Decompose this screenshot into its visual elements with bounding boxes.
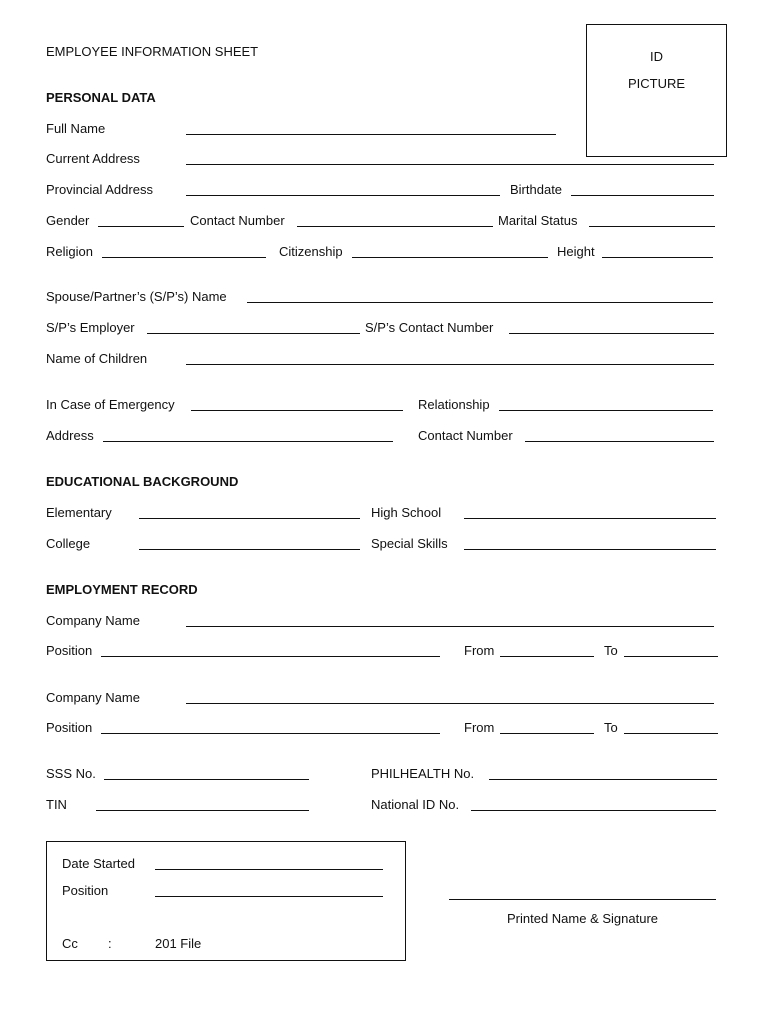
id-label: ID (650, 49, 663, 64)
company-name-label: Company Name (46, 690, 140, 705)
philhealth-label: PHILHEALTH No. (371, 766, 475, 781)
full-name-label: Full Name (46, 121, 106, 136)
company-name-field[interactable] (186, 703, 714, 704)
national-id-field[interactable] (471, 810, 716, 811)
company-name-field[interactable] (186, 626, 714, 627)
company-name-label: Company Name (46, 613, 140, 628)
special-skills-field[interactable] (464, 549, 716, 550)
children-label: Name of Children (46, 351, 148, 366)
cc-colon: : (108, 936, 112, 951)
citizenship-field[interactable] (352, 257, 548, 258)
employment-heading: EMPLOYMENT RECORD (46, 582, 198, 597)
from-field[interactable] (500, 656, 594, 657)
contact-number-label: Contact Number (190, 213, 285, 228)
high-school-field[interactable] (464, 518, 716, 519)
religion-label: Religion (46, 244, 93, 259)
spouse-name-field[interactable] (247, 302, 713, 303)
sp-contact-field[interactable] (509, 333, 714, 334)
personal-data-heading: PERSONAL DATA (46, 90, 156, 105)
education-heading: EDUCATIONAL BACKGROUND (46, 474, 239, 489)
from-field[interactable] (500, 733, 594, 734)
sp-employer-label: S/P’s Employer (46, 320, 135, 335)
gender-label: Gender (46, 213, 90, 228)
birthdate-field[interactable] (571, 195, 714, 196)
current-address-label: Current Address (46, 151, 140, 166)
id-picture-box (586, 24, 727, 157)
elementary-field[interactable] (139, 518, 360, 519)
cc-label: Cc (62, 936, 78, 951)
position-field[interactable] (101, 656, 440, 657)
emergency-contact-label: Contact Number (418, 428, 513, 443)
signature-line[interactable] (449, 899, 716, 900)
emergency-field[interactable] (191, 410, 403, 411)
from-label: From (464, 720, 495, 735)
picture-label: PICTURE (627, 76, 686, 91)
current-address-field[interactable] (186, 164, 714, 165)
page-title: EMPLOYEE INFORMATION SHEET (46, 44, 259, 59)
spouse-name-label: Spouse/Partner’s (S/P’s) Name (46, 289, 227, 304)
relationship-field[interactable] (499, 410, 713, 411)
marital-status-label: Marital Status (498, 213, 578, 228)
sss-label: SSS No. (46, 766, 96, 781)
provincial-address-field[interactable] (186, 195, 500, 196)
office-position-label: Position (62, 883, 109, 898)
sp-employer-field[interactable] (147, 333, 360, 334)
national-id-label: National ID No. (371, 797, 460, 812)
religion-field[interactable] (102, 257, 266, 258)
tin-field[interactable] (96, 810, 309, 811)
birthdate-label: Birthdate (510, 182, 563, 197)
emergency-label: In Case of Emergency (46, 397, 175, 412)
gender-field[interactable] (98, 226, 184, 227)
emergency-contact-field[interactable] (525, 441, 714, 442)
address-label: Address (46, 428, 94, 443)
special-skills-label: Special Skills (371, 536, 448, 551)
sp-contact-label: S/P’s Contact Number (365, 320, 494, 335)
marital-status-field[interactable] (589, 226, 715, 227)
full-name-field[interactable] (186, 134, 556, 135)
to-label: To (604, 720, 618, 735)
cc-value: 201 File (155, 936, 202, 951)
from-label: From (464, 643, 495, 658)
college-field[interactable] (139, 549, 360, 550)
position-label: Position (46, 643, 93, 658)
relationship-label: Relationship (418, 397, 490, 412)
contact-number-field[interactable] (297, 226, 493, 227)
position-field[interactable] (101, 733, 440, 734)
date-started-label: Date Started (62, 856, 135, 871)
date-started-field[interactable] (155, 869, 383, 870)
tin-label: TIN (46, 797, 67, 812)
height-label: Height (557, 244, 595, 259)
to-field[interactable] (624, 733, 718, 734)
elementary-label: Elementary (46, 505, 112, 520)
provincial-address-label: Provincial Address (46, 182, 153, 197)
position-label: Position (46, 720, 93, 735)
philhealth-field[interactable] (489, 779, 717, 780)
citizenship-label: Citizenship (279, 244, 343, 259)
height-field[interactable] (602, 257, 713, 258)
children-field[interactable] (186, 364, 714, 365)
office-position-field[interactable] (155, 896, 383, 897)
college-label: College (46, 536, 91, 551)
to-field[interactable] (624, 656, 718, 657)
address-field[interactable] (103, 441, 393, 442)
high-school-label: High School (371, 505, 442, 520)
to-label: To (604, 643, 618, 658)
sss-field[interactable] (104, 779, 309, 780)
signature-label: Printed Name & Signature (506, 911, 659, 926)
